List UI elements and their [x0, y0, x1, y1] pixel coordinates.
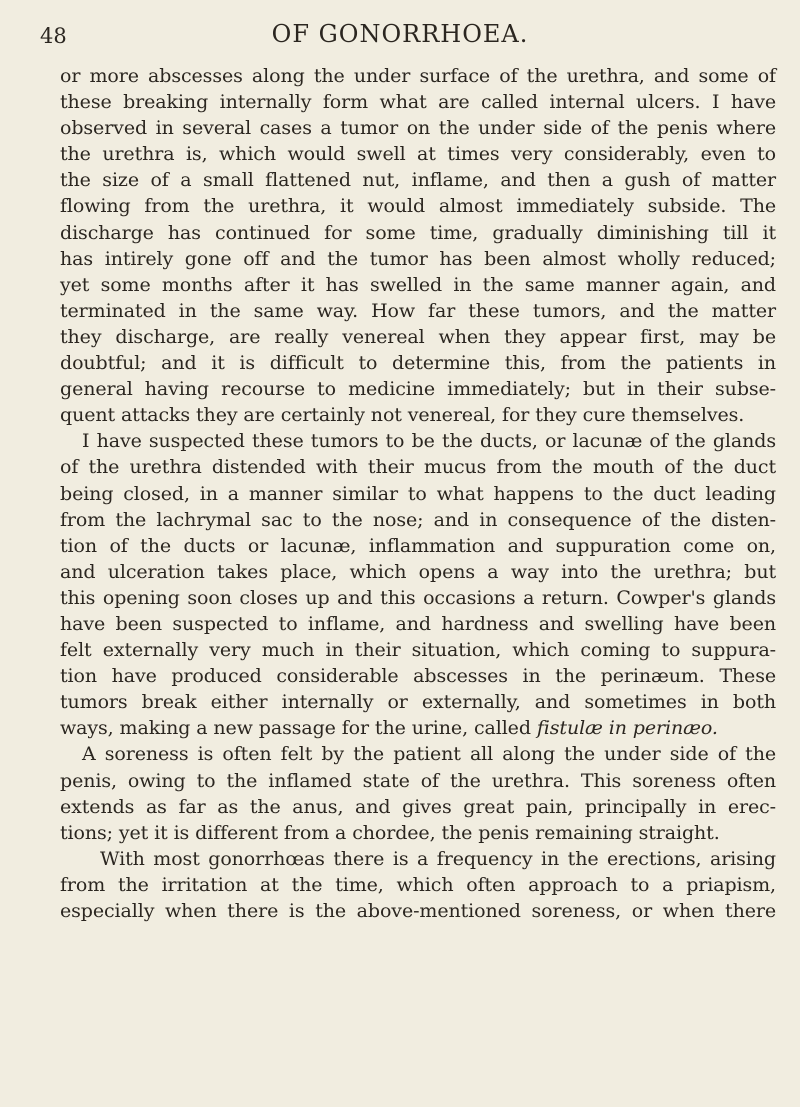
text-line: tions; yet it is different from a chordee, the penis remaining straight. — [60, 821, 720, 844]
text-line: flowing from the urethra, it would almost immediately subside. The — [60, 195, 776, 218]
body-text — [60, 63, 776, 924]
text-line: being closed, in a manner similar to what happens to the duct leading — [60, 482, 776, 505]
text-line: tion have produced considerable abscesses in the perinæum. These — [60, 665, 776, 688]
italic-term: fistulæ in perinæo. — [536, 717, 718, 740]
text-line: doubtful; and it is difficult to determine this, from the patients in — [60, 352, 776, 375]
text-line-part: ways, making a new passage for the urine, called — [60, 717, 531, 740]
page-header — [0, 14, 800, 54]
running-title: OF GONORRHOEA. — [271, 20, 529, 48]
text-line: has intirely gone off and the tumor has been almost wholly reduced; — [60, 247, 776, 270]
text-line: observed in several cases a tumor on the under side of the penis where — [60, 117, 776, 140]
text-line: from the irritation at the time, which often approach to a priapism, — [60, 873, 776, 896]
text-line: felt externally very much in their situation, which coming to suppura- — [60, 639, 776, 662]
text-line: A soreness is often felt by the patient all along the under side of the — [82, 743, 776, 766]
text-line: the size of a small flattened nut, inflame, and then a gush of matter — [60, 169, 776, 192]
text-line-with-italic — [60, 715, 776, 741]
text-line: general having recourse to medicine immediately; but in their subse- — [60, 378, 776, 401]
text-line: have been suspected to inflame, and hardness and swelling have been — [60, 612, 776, 635]
text-line: extends as far as the anus, and gives great pain, principally in erec- — [60, 795, 776, 818]
text-line: terminated in the same way. How far these tumors, and the matter — [60, 299, 776, 322]
text-line: and ulceration takes place, which opens a way into the urethra; but — [60, 560, 776, 583]
text-line: penis, owing to the inflamed state of the urethra. This soreness often — [60, 769, 776, 792]
text-line: the urethra is, which would swell at times very considerably, even to — [60, 143, 776, 166]
text-line: from the lachrymal sac to the nose; and in consequence of the disten- — [60, 508, 776, 531]
text-line: especially when there is the above-mentioned soreness, or when there — [60, 900, 776, 922]
text-line: this opening soon closes up and this occasions a return. Cowper's glands — [60, 586, 776, 609]
text-line: they discharge, are really venereal when they appear first, may be — [60, 325, 776, 348]
text-line: yet some months after it has swelled in the same manner again, and — [60, 273, 776, 296]
text-line: discharge has continued for some time, gradually diminishing till it — [60, 221, 776, 244]
text-line: tion of the ducts or lacunæ, inflammation and suppuration come on, — [60, 534, 776, 557]
text-line: or more abscesses along the under surface of the urethra, and some of — [60, 65, 776, 87]
text-line: With most gonorrhœas there is a frequency in the erections, arising — [100, 847, 776, 870]
text-line: of the urethra distended with their mucus from the mouth of the duct — [60, 456, 776, 479]
text-line: these breaking internally form what are called internal ulcers. I have — [60, 91, 776, 114]
text-line: tumors break either internally or externally, and sometimes in both — [60, 691, 776, 714]
text-line: quent attacks they are certainly not venereal, for they cure themselves. — [60, 404, 745, 427]
text-line: I have suspected these tumors to be the ducts, or lacunæ of the glands — [82, 430, 776, 453]
page-number: 48 — [40, 24, 67, 48]
